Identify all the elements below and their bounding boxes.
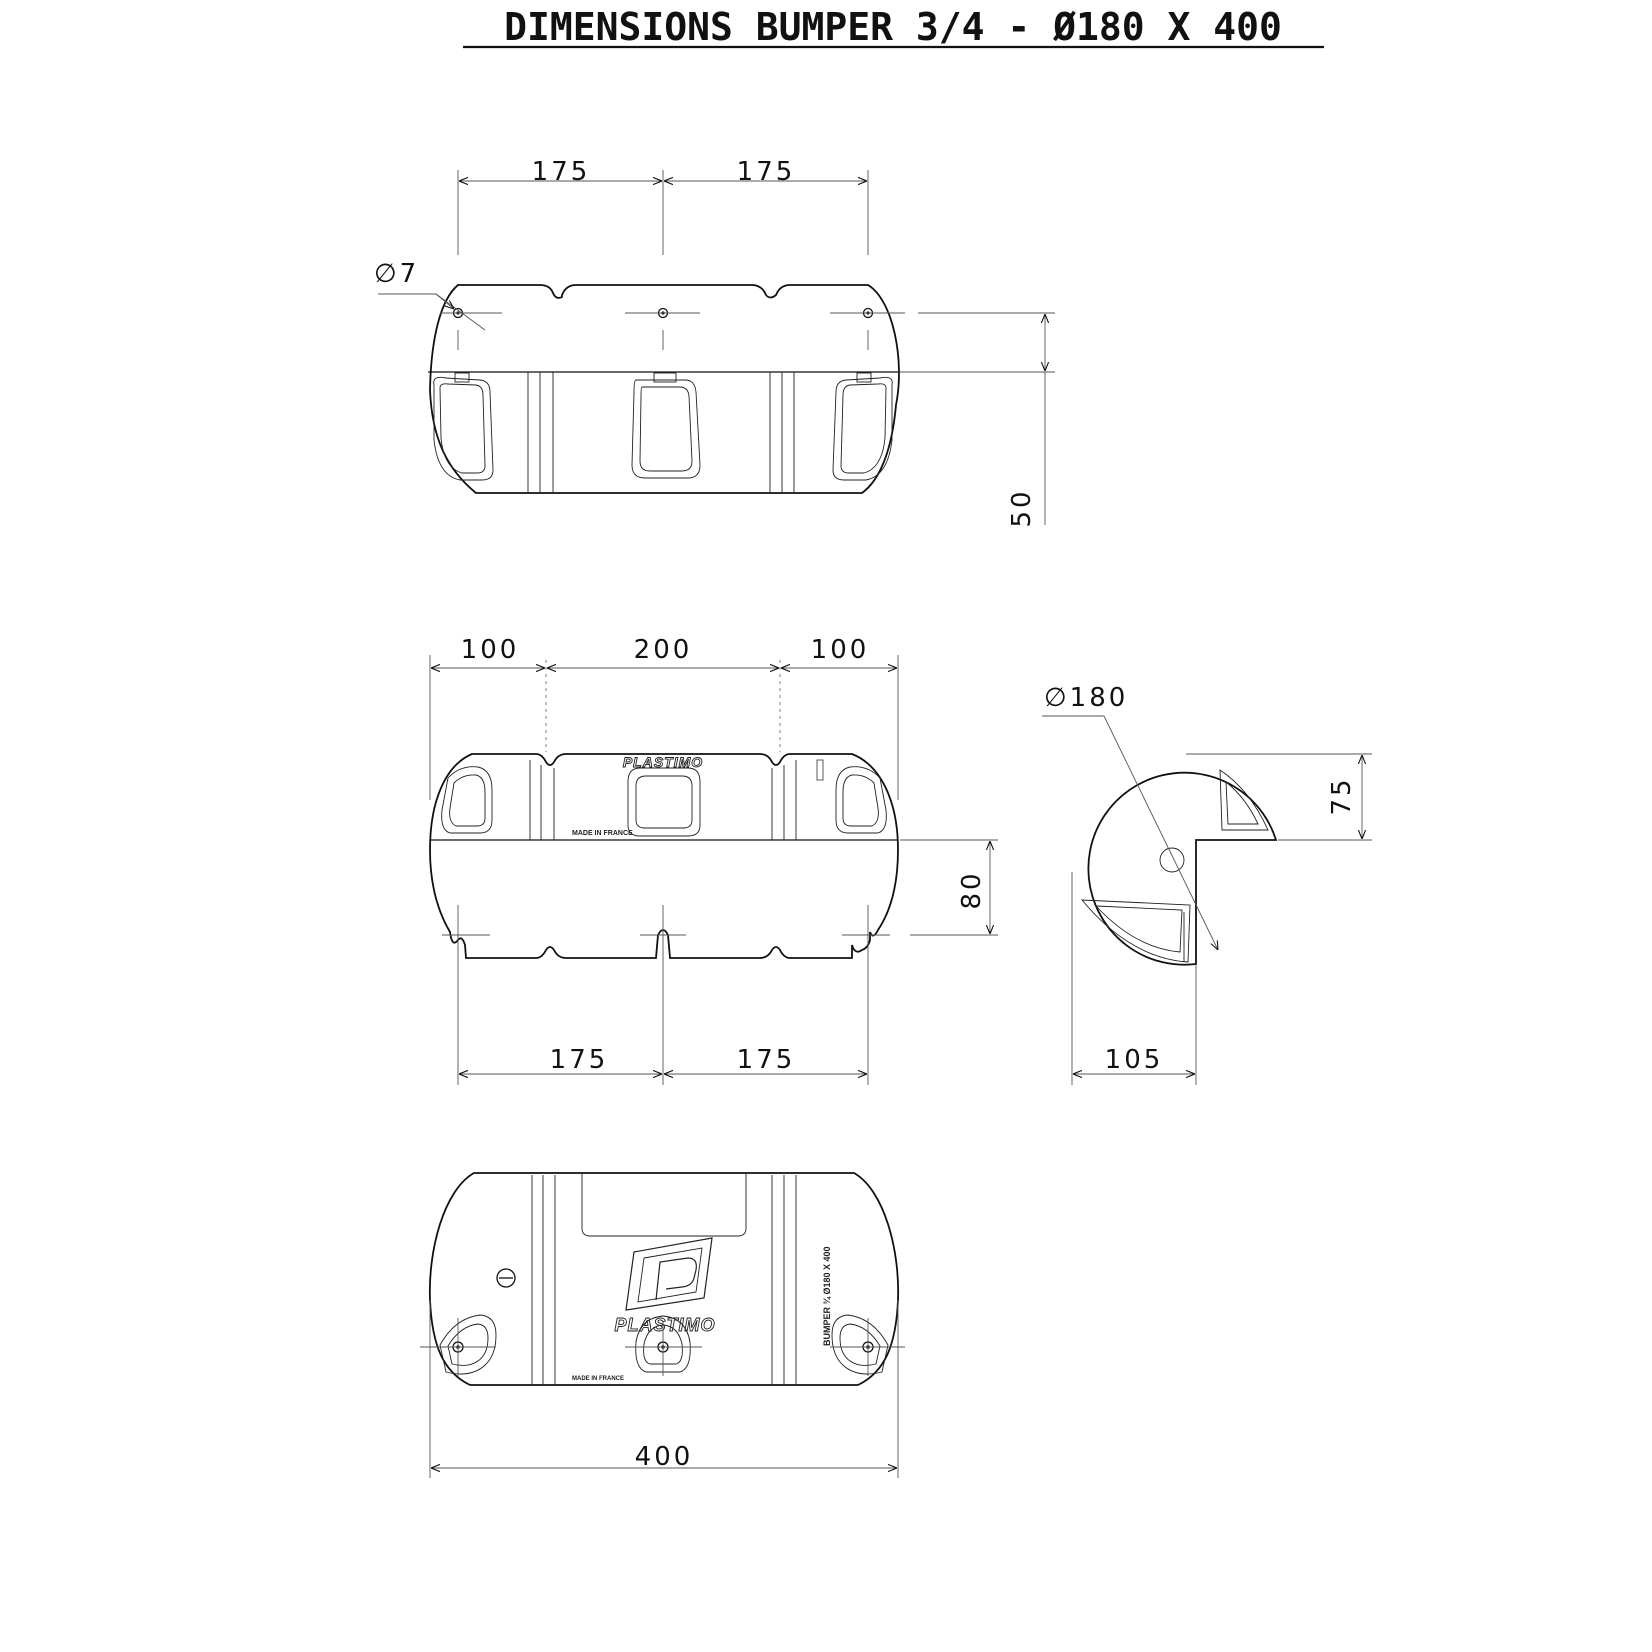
dim-front-left: 100 bbox=[460, 635, 520, 665]
front-made-in-text: MADE IN FRANCE bbox=[572, 830, 633, 837]
top-view bbox=[374, 157, 1055, 528]
bottom-brand-logo: PLASTIMO bbox=[614, 1315, 716, 1335]
page-title: DIMENSIONS BUMPER 3/4 - Ø180 X 400 bbox=[504, 5, 1282, 49]
side-view bbox=[1042, 683, 1372, 1085]
dim-side-width: 105 bbox=[1104, 1045, 1164, 1075]
dim-front-bottom-left: 175 bbox=[549, 1045, 609, 1075]
title-block bbox=[463, 5, 1324, 49]
dim-side-diameter: ∅180 bbox=[1044, 683, 1129, 713]
dim-hole-diameter: ∅7 bbox=[374, 259, 420, 289]
dim-front-right: 100 bbox=[810, 635, 870, 665]
front-view bbox=[430, 635, 998, 1085]
dim-front-center: 200 bbox=[633, 635, 693, 665]
dim-top-height: 50 bbox=[1007, 488, 1037, 528]
front-brand-logo: PLASTIMO bbox=[622, 754, 704, 770]
dim-top-left: 175 bbox=[531, 157, 591, 187]
dim-top-right: 175 bbox=[736, 157, 796, 187]
bottom-view bbox=[420, 1173, 905, 1478]
side-view-outline bbox=[1088, 773, 1276, 965]
dim-side-height: 75 bbox=[1327, 776, 1357, 816]
front-view-outline bbox=[430, 754, 898, 958]
dim-front-height: 80 bbox=[957, 870, 987, 910]
bottom-model-text: BUMPER ¾ Ø180 X 400 bbox=[822, 1246, 832, 1346]
top-view-outline bbox=[430, 285, 899, 493]
dim-total-length: 400 bbox=[634, 1442, 694, 1472]
bottom-made-in-text: MADE IN FRANCE bbox=[572, 1376, 624, 1382]
dim-front-bottom-right: 175 bbox=[736, 1045, 796, 1075]
